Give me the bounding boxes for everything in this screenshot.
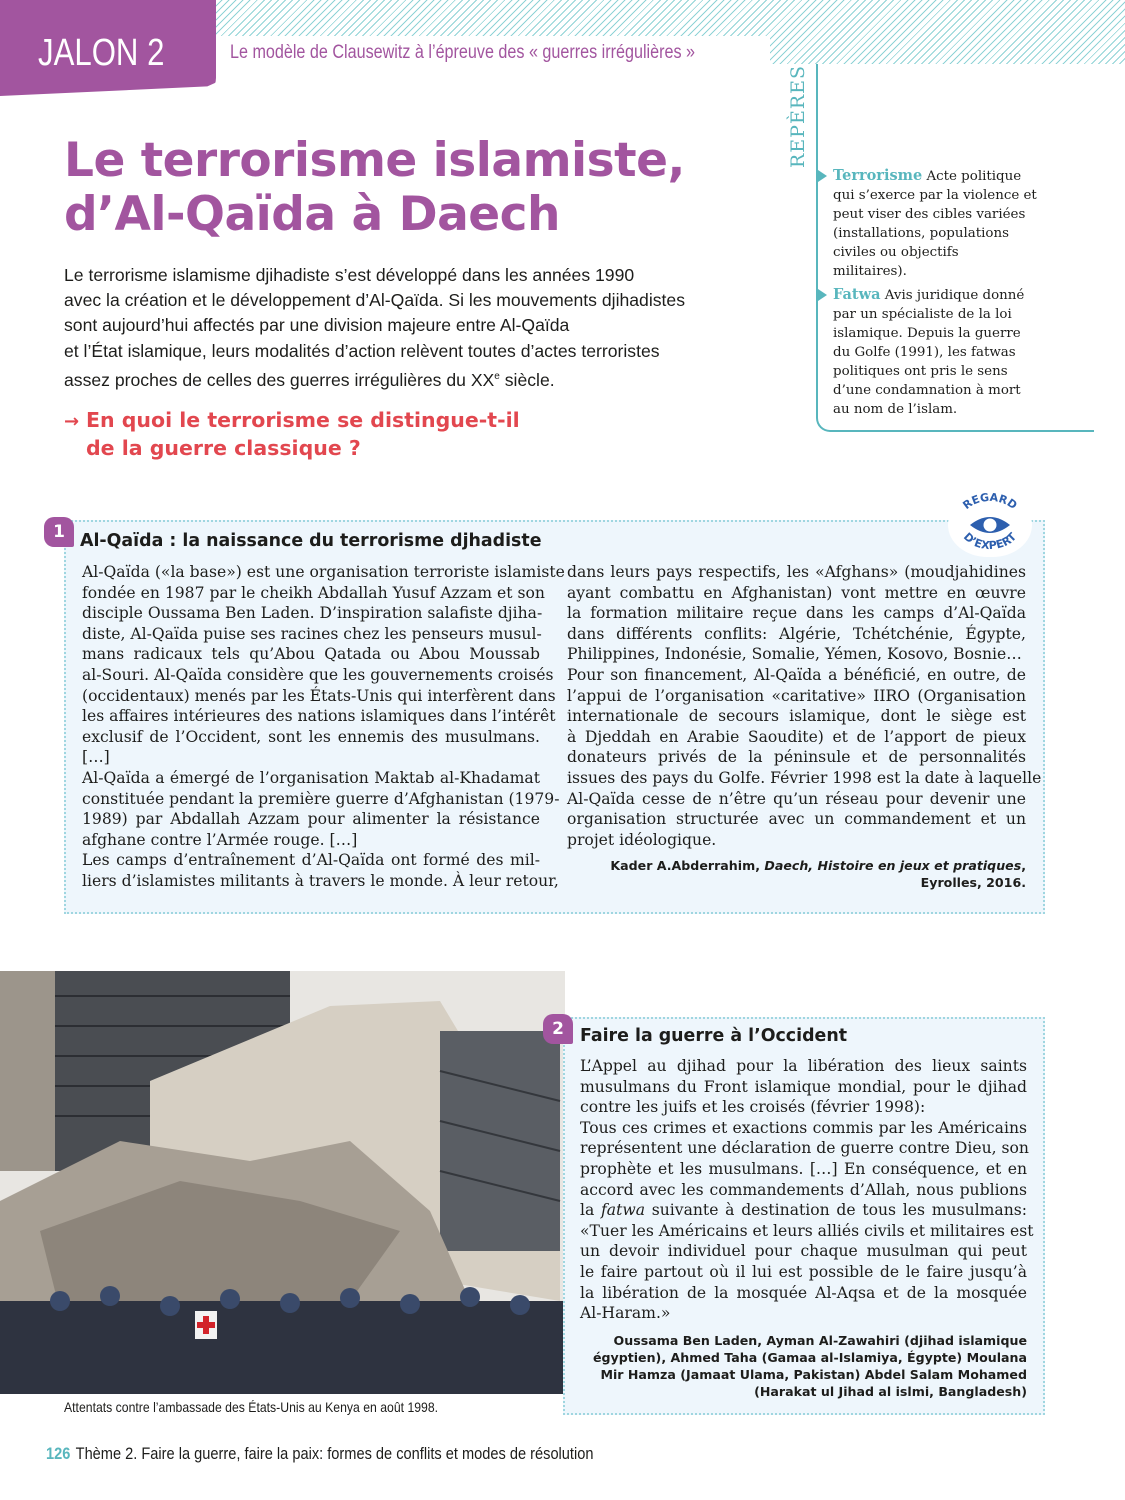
reperes-def: qui s’exerce par la violence et [833, 188, 1037, 203]
document-2-title: Faire la guerre à l’Occident [580, 1026, 848, 1046]
source-line: (Harakat ul Jihad al islmi, Bangladesh) [754, 1384, 1027, 1399]
document-1-column-1 [82, 562, 565, 892]
reperes-def: civiles ou objectifs [833, 245, 959, 260]
intro-line: Le terrorisme islamisme djihadiste s’est développé dans les années 1990 [64, 265, 635, 285]
page-number: 126 [46, 1444, 71, 1463]
superscript: e [494, 370, 500, 382]
text-line: […] [82, 748, 110, 767]
triangle-bullet-icon [818, 289, 827, 301]
text-line: Pour son financement, Al-Qaïda a bénéficié, en outre, de [567, 665, 1026, 684]
text-line: accord avec les commandements d’Allah, nous publions [580, 1180, 1027, 1199]
text-line [580, 1200, 1027, 1221]
text-line: «Tuer les Américains et leurs alliés civils et militaires est [580, 1221, 1034, 1240]
text-fragment: suivante à destination de tous les musulmans: [645, 1201, 1027, 1220]
document-2-text [580, 1056, 1034, 1324]
reperes-label: REPÈRES [787, 64, 809, 168]
embassy-attack-photo [0, 971, 565, 1394]
question-line1: En quoi le terrorisme se distingue-t-il [86, 408, 520, 432]
page-title-line2: d’Al-Qaïda à Daech [64, 187, 560, 242]
text-line: Philippines, Indonésie, Somalie, Yémen, Kosovo, Bosnie… [567, 645, 1022, 664]
text-line: ayant combattu en Afghanistan) vont mettre en œuvre [567, 583, 1026, 602]
source-line: Oussama Ben Laden, Ayman Al-Zawahiri (djihad islamique [613, 1333, 1027, 1348]
reperes-def: islamique. Depuis la guerre [833, 326, 1021, 341]
text-line: Al-Qaïda cesse de n’être qu’un réseau pour devenir une [567, 789, 1026, 808]
text-line: contre les juifs et les croisés (février 1998): [580, 1098, 926, 1117]
text-line: dans différents conflits: Algérie, Tchétchénie, Égypte, [567, 624, 1026, 643]
text-fragment: la [580, 1201, 602, 1220]
document-1-number-badge: 1 [44, 517, 74, 547]
reperes-entry-terrorisme [833, 166, 1053, 281]
reperes-def: militaires). [833, 264, 907, 279]
text-line: à Djeddah en Arabie Saoudite) et de l’apport de pieux [567, 727, 1026, 746]
footer-theme-text: Thème 2. Faire la guerre, faire la paix: formes de conflits et modes de résolution [75, 1444, 594, 1463]
reperes-def: d’une condamnation à mort [833, 383, 1021, 398]
text-line: afghane contre l’Armée rouge. […] [82, 830, 358, 849]
problem-question [64, 407, 520, 461]
text-line: Al-Qaïda («la base») est une organisation terroriste islamiste [82, 563, 565, 581]
reperes-def: au nom de l’islam. [833, 402, 958, 417]
intro-text: assez proches de celles des guerres irrégulières du XX [64, 369, 495, 390]
fatwa-italic: fatwa [601, 1201, 646, 1220]
reperes-def: peut viser des cibles variées [833, 207, 1026, 222]
text-line: musulmans du Front islamique mondial, pour le djihad [580, 1077, 1027, 1096]
photo-illustration [0, 971, 565, 1394]
text-line: fondée en 1987 par le cheikh Abdallah Yusuf Azzam et son [82, 583, 545, 602]
text-line: Al-Haram.» [580, 1304, 671, 1323]
page-title [64, 134, 764, 242]
text-line: donateurs privés de la péninsule et de personnalités [567, 748, 1026, 767]
regard-expert-badge [948, 493, 1032, 557]
jalon-subtitle: Le modèle de Clausewitz à l’épreuve des « guerres irrégulières » [230, 42, 696, 63]
intro-paragraph [64, 263, 764, 393]
text-line: la formation militaire reçue dans les camps d’Al-Qaïda [567, 604, 1026, 623]
photo-caption: Attentats contre l’ambassade des États-Unis au Kenya en août 1998. [64, 1400, 439, 1415]
reperes-def: politiques ont pris le sens [833, 364, 1008, 379]
document-1-source [610, 857, 1026, 891]
reperes-def: Avis juridique donné [884, 288, 1025, 303]
source-publisher: Eyrolles, 2016. [920, 875, 1026, 890]
text-line: la libération de la mosquée Al-Aqsa et de la mosquée [580, 1283, 1027, 1302]
text-line: issues des pays du Golfe. Février 1998 est la date à laquelle [567, 768, 1042, 787]
reperes-entry-fatwa [833, 285, 1053, 419]
text-line: le faire partout où il lui est possible de le faire jusqu’à [580, 1262, 1027, 1281]
text-line: projet idéologique. [567, 830, 717, 849]
eye-icon [948, 493, 1032, 557]
text-line: un devoir individuel pour chaque musulman qui peut [580, 1242, 1027, 1261]
text-line: L’Appel au djihad pour la libération des lieux saints [580, 1057, 1027, 1075]
text-line: prophète et les musulmans. […] En conséquence, et en [580, 1159, 1027, 1178]
text-line: mans radicaux tels qu’Abou Qatada ou Abou Moussab [82, 645, 540, 664]
triangle-bullet-icon [818, 170, 827, 182]
page-title-line1: Le terrorisme islamiste, [64, 133, 685, 188]
source-line [610, 857, 1026, 874]
page-footer [46, 1444, 593, 1464]
intro-text: siècle. [499, 369, 555, 390]
reperes-def: Acte politique [926, 169, 1022, 184]
svg-text:D’EXPERT [961, 530, 1019, 552]
text-line: constituée pendant la première guerre d’Afghanistan (1979- [82, 789, 560, 808]
svg-text:REGARD [960, 493, 1019, 512]
text-line: Al-Qaïda a émergé de l’organisation Maktab al-Khadamat [82, 768, 540, 787]
text-line: liers d’islamistes militants à travers le monde. À leur retour, [82, 871, 559, 890]
arrow-right-icon: → [64, 411, 80, 432]
text-line: les affaires intérieures des nations islamiques dans l’intérêt [82, 707, 556, 726]
text-line: représentent une déclaration de guerre contre Dieu, son [580, 1139, 1029, 1158]
text-line: Tous ces crimes et exactions commis par les Américains [580, 1118, 1027, 1137]
text-line: Les camps d’entraînement d’Al-Qaïda ont formé des mil- [82, 851, 540, 870]
text-line: internationale de secours islamique, dont le siège est [567, 707, 1026, 726]
source-line: Mir Hamza (Jamaat Ulama, Pakistan) Abdel Salam Mohamed [600, 1367, 1027, 1382]
badge-top-text: REGARD [960, 493, 1020, 513]
reperes-def: par un spécialiste de la loi [833, 307, 1012, 322]
reperes-term: Terrorisme [833, 167, 923, 184]
intro-line: et l’État islamique, leurs modalités d’action relèvent toutes d’actes terroristes [64, 340, 660, 361]
reperes-def: (installations, populations [833, 226, 1009, 241]
question-line2: de la guerre classique ? [86, 436, 361, 460]
text-line: 1989) par Abdallah Azzam pour alimenter la résistance [82, 810, 540, 829]
intro-line: avec la création et le développement d’Al-Qaïda. Si les mouvements djihadistes [64, 290, 686, 311]
intro-line: sont aujourd’hui affectés par une division majeure entre Al-Qaïda [64, 315, 570, 336]
text-line: exclusif de l’Occident, sont les ennemis des musulmans. [82, 727, 540, 746]
jalon-label: JALON 2 [38, 32, 165, 74]
source-line: égyptien), Ahmed Taha (Gamaa al-Islamiya, Égypte) Moulana [592, 1350, 1027, 1365]
source-work-title: Daech, Histoire en jeux et pratiques [764, 858, 1022, 873]
text-line: dans leurs pays respectifs, les «Afghans» (moudjahidines [567, 563, 1026, 581]
text-line: diste, Al-Qaïda puise ses racines chez les penseurs musul- [82, 624, 542, 643]
source-author: Kader A.Abderrahim, [610, 858, 765, 873]
intro-line [64, 364, 764, 393]
text-line: disciple Oussama Ben Laden. D’inspiration salafiste djiha- [82, 604, 543, 623]
document-1-column-2 [567, 562, 1042, 850]
source-punct: , [1021, 858, 1026, 873]
document-2-source [593, 1332, 1027, 1400]
badge-bottom-text: D’EXPERT [960, 530, 1020, 553]
reperes-def: du Golfe (1991), les fatwas [833, 345, 1016, 360]
text-line: al-Souri. Al-Qaïda considère que les gouvernements croisés [82, 665, 554, 684]
document-1-title: Al-Qaïda : la naissance du terrorisme djhadiste [80, 531, 542, 551]
reperes-term: Fatwa [833, 286, 881, 303]
text-line: l’appui de l’organisation «caritative» IIRO (Organisation [567, 686, 1026, 705]
text-line: (occidentaux) menés par les États-Unis qui interfèrent dans [82, 686, 556, 705]
text-line: organisation structurée avec un commandement et un [567, 810, 1026, 829]
document-2-number-badge: 2 [543, 1014, 573, 1044]
